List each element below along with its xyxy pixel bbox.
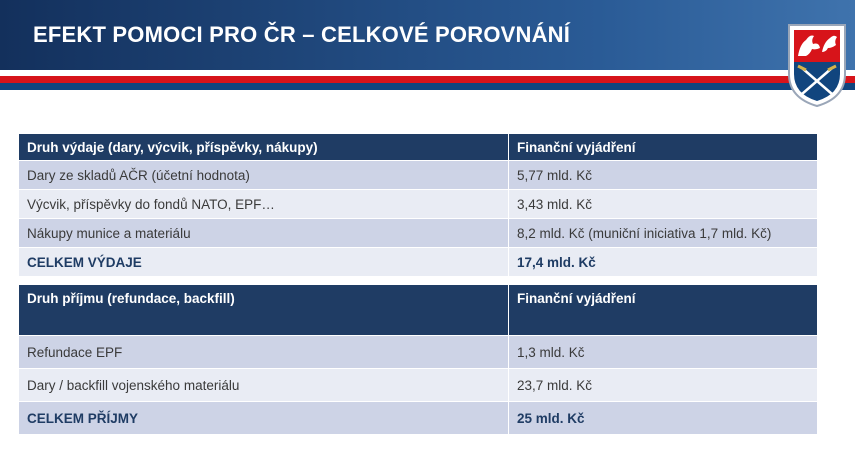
slide-header bbox=[0, 0, 855, 70]
table-cell: 5,77 mld. Kč bbox=[509, 161, 818, 190]
table-row bbox=[19, 161, 818, 190]
table-cell: Refundace EPF bbox=[19, 336, 509, 369]
table-cell: Dary ze skladů AČR (účetní hodnota) bbox=[19, 161, 509, 190]
table-row bbox=[19, 190, 818, 219]
total-label: CELKEM VÝDAJE bbox=[19, 248, 509, 277]
flag-stripe-blue bbox=[0, 83, 855, 90]
total-value: 17,4 mld. Kč bbox=[509, 248, 818, 277]
czech-army-emblem-icon bbox=[786, 22, 848, 108]
table-cell: 1,3 mld. Kč bbox=[509, 336, 818, 369]
total-row bbox=[19, 248, 818, 277]
total-row bbox=[19, 402, 818, 435]
expenses-table bbox=[18, 133, 818, 277]
table-cell: Dary / backfill vojenského materiálu bbox=[19, 369, 509, 402]
table-cell: 3,43 mld. Kč bbox=[509, 190, 818, 219]
table-cell: 23,7 mld. Kč bbox=[509, 369, 818, 402]
column-header: Finanční vyjádření bbox=[509, 285, 818, 336]
column-header: Druh příjmu (refundace, backfill) bbox=[19, 285, 509, 336]
total-label: CELKEM PŘÍJMY bbox=[19, 402, 509, 435]
table-header-row bbox=[19, 134, 818, 161]
table-cell: Nákupy munice a materiálu bbox=[19, 219, 509, 248]
slide-title: EFEKT POMOCI PRO ČR – CELKOVÉ POROVNÁNÍ bbox=[33, 22, 571, 47]
table-header-row bbox=[19, 285, 818, 336]
column-header: Druh výdaje (dary, výcvik, příspěvky, nákupy) bbox=[19, 134, 509, 161]
table-cell: Výcvik, příspěvky do fondů NATO, EPF… bbox=[19, 190, 509, 219]
flag-stripe-red bbox=[0, 76, 855, 83]
income-table bbox=[18, 284, 818, 435]
table-row bbox=[19, 369, 818, 402]
column-header: Finanční vyjádření bbox=[509, 134, 818, 161]
table-row bbox=[19, 336, 818, 369]
total-value: 25 mld. Kč bbox=[509, 402, 818, 435]
table-row bbox=[19, 219, 818, 248]
table-cell: 8,2 mld. Kč (muniční iniciativa 1,7 mld. Kč) bbox=[509, 219, 818, 248]
